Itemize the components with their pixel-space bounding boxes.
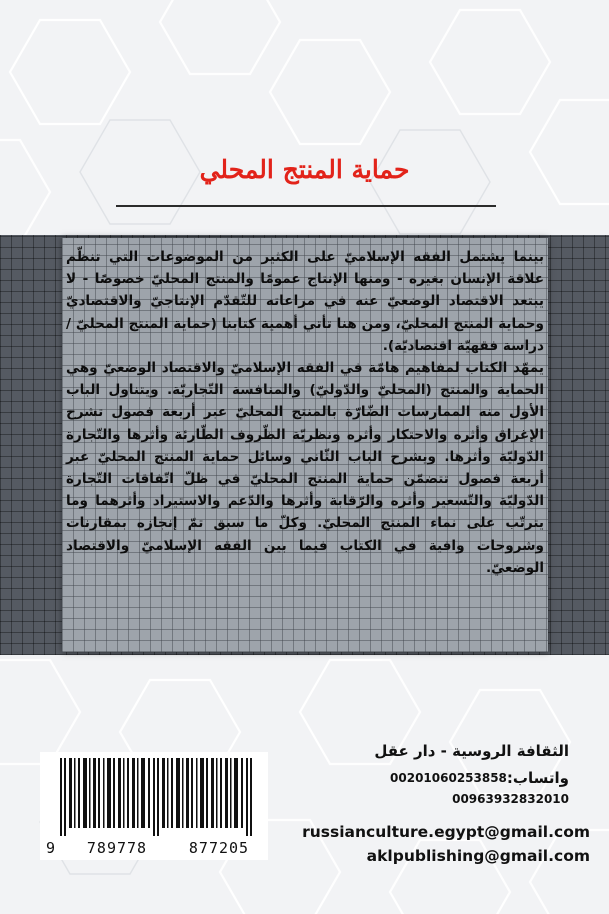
description-paragraph-1: بينما يشتمل الفقه الإسلاميّ على الكثير من الموضوعات التي تنظّم علاقة الإنسان بغيره - ومنها الإنتاج عمومًا والمنتج المحليّ خصوصًا - لا يبتعد الاقتصاد الوضعيّ عنه في مراعاته للتّقدّم الإنتاجيّ والاقتصاديّ وحماية المنتج المحليّ، ومن هنا تأتي أهمية كتابنا (حماية المنتج المحليّ / دراسة فقهيّة اقتصاديّة). (66, 249, 544, 354)
publisher-names: الثقافة الروسية - دار عقل (374, 742, 569, 760)
publisher-contact-block (290, 740, 594, 868)
barcode-bars (60, 758, 260, 836)
barcode-digit-group-right: 877205 (188, 839, 250, 857)
barcode-digits (46, 838, 264, 858)
description-paragraph-2: يمهّد الكتاب لمفاهيم هامّة في الفقه الإسلاميّ والاقتصاد الوضعيّ وهي الحماية والمنتج (المحليّ والدّوليّ) والمنافسة التّجاريّة. ويتناول الباب الأول منه الممارسات الضّارّة بالمنتج المحليّ عبر أربعة فصول تشرح الإغراق وأثره والاحتكار وأثره ونظريّة الظّروف الطّارئة وأثرها والتّجارة الدّوليّة وأثرها. ويشرح الباب الثّاني وسائل حماية المنتج المحليّ عبر أربعة فصول تتضمّن حماية المنتج المحليّ في ظلّ اتّفاقات التّجارة الدّوليّة والتّسعير وأثره والرّقابة وأثرها والدّعم والاستيراد وأثرهما وما يترتّب على نماء المنتج المحليّ. وكلّ ما سبق تمّ إنجازه بمقارنات وشروحات وافية في الكتاب فيما بين الفقه الإسلاميّ والاقتصاد الوضعيّ. (66, 360, 544, 576)
whatsapp-label: واتساب: (506, 769, 569, 787)
book-description (66, 246, 544, 579)
email-aklpublishing: aklpublishing@gmail.com (366, 847, 590, 865)
barcode-digit-group-left: 789778 (86, 839, 148, 857)
phone-number-1: 00201060253858 (390, 771, 507, 785)
barcode-digit-prefix: 9 (46, 839, 56, 857)
email-russianculture: russianculture.egypt@gmail.com (302, 823, 590, 841)
phone-number-2: 00963932832010 (452, 792, 569, 806)
title-divider (116, 205, 496, 207)
book-title: حماية المنتج المحلي (199, 155, 410, 184)
whatsapp-line (290, 766, 594, 790)
isbn-barcode (40, 752, 268, 860)
